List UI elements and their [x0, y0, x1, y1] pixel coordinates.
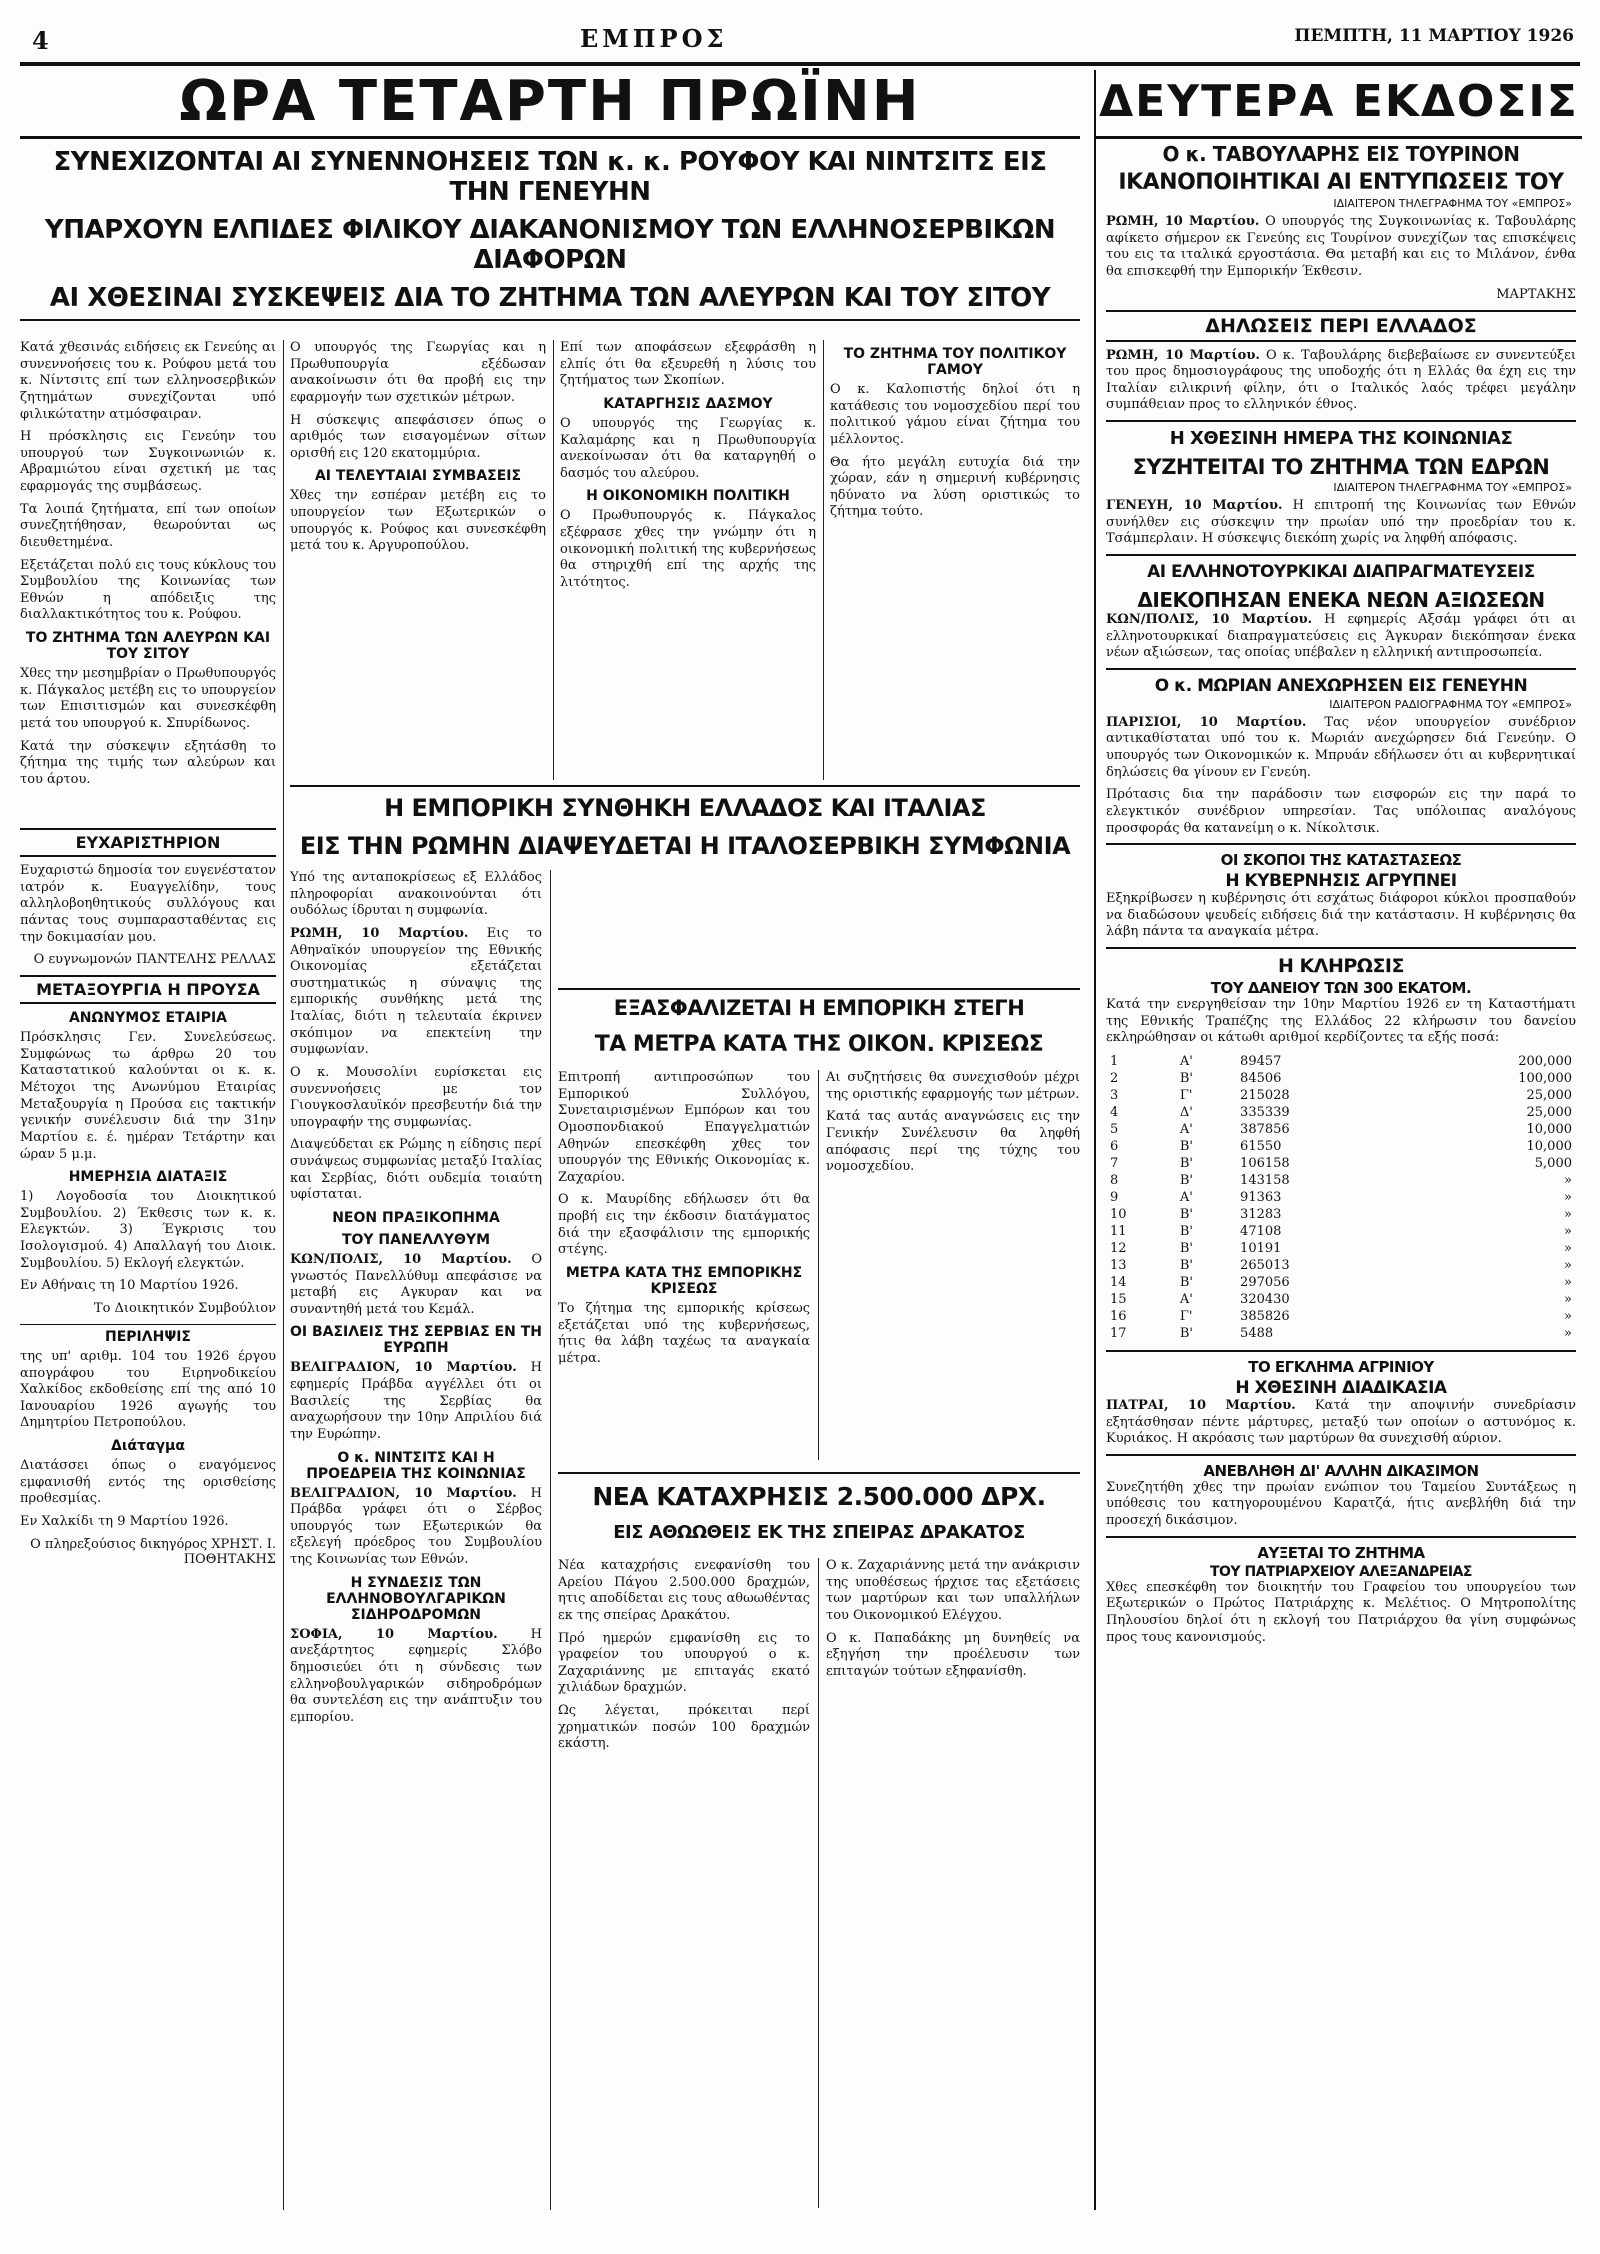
draw-cell-num: 335339 — [1240, 1104, 1290, 1120]
draw-cell-series: Β' — [1179, 1155, 1194, 1171]
right-inner — [1106, 142, 1576, 2202]
draw-cell-series: Β' — [1179, 1240, 1194, 1256]
thanks-title: ΕΥΧΑΡΙΣΤΗΡΙΟΝ — [20, 828, 276, 857]
italy-subhead-1b: ΤΟΥ ΠΑΝΕΛΛΥΘΥΜ — [341, 1231, 491, 1248]
dil-headline: ΔΗΛΩΣΕΙΣ ΠΕΡΙ ΕΛΛΑΔΟΣ — [1106, 310, 1576, 342]
loan-col-1 — [558, 1558, 810, 2208]
loan-headline-2: ΕΙΣ ΑΘΩΩΘΕΙΣ ΕΚ ΤΗΣ ΣΠΕΙΡΑΣ ΔΡΑΚΑΤΟΣ — [613, 1522, 1025, 1543]
draw-cell-series: Δ' — [1179, 1104, 1193, 1120]
draw-cell-amt: » — [1564, 1274, 1572, 1290]
left-area — [20, 70, 1080, 2210]
lead-para-11: Ο υπουργός της Γεωργίας κ. Καλαμάρης και η Πρωθυπουργία ανεκοίνωσαν ότι θα καταργηθή ο δασμός του αλεύρου. — [560, 415, 816, 481]
draw-cell-idx: 2 — [1110, 1070, 1119, 1086]
loan-para-2: Ο κ. Ζαχαριάννης μετά την ανάκρισιν της υποθέσεως ήρχισε τας εξετάσεις των μαρτύρων και των υπαλλήλων του Οικονομικού Ελέγχου. — [826, 1558, 1080, 1623]
italy-dateline-3: ΒΕΛΙΓΡΑΔΙΟΝ, 10 Μαρτίου. — [290, 1360, 517, 1376]
italy-para-5 — [290, 1360, 542, 1443]
right-area — [1094, 70, 1582, 2210]
kl-intro: Κατά την ενεργηθείσαν την 10ην Μαρτίου 1926 εν τη Καταστήματι της Εθνικής Τραπέζης της Ελλάδος 22 κλήρωσιν του δανείου εκληρώθησαν οι κάτωθι αριθμοί κερδίζοντες τα εξής ποσά: — [1106, 997, 1576, 1046]
left-lower-col — [20, 820, 276, 2210]
lead-subhead-2: ΑΙ ΤΕΛΕΥΤΑΙΑΙ ΣΥΜΒΑΣΕΙΣ — [314, 468, 522, 485]
lead-para-9: Χθες την εσπέραν μετέβη εις το υπουργείον των Εξωτερικών ο υπουργός κ. Ρούφος και συνεσκέφθη μετά του κ. Αργυροπούλου. — [290, 488, 546, 554]
draw-cell-num: 215028 — [1240, 1087, 1290, 1103]
italy-dateline-1: ΡΩΜΗ, 10 Μαρτίου. — [290, 925, 469, 941]
draw-cell-series: Γ' — [1179, 1087, 1193, 1103]
lead-headline-1: ΣΥΝΕΧΙΖΟΝΤΑΙ ΑΙ ΣΥΝΕΝΝΟΗΣΕΙΣ ΤΩΝ κ. κ. ΡΟΥΦΟΥ ΚΑΙ ΝΙΝΤΣΙΤΣ ΕΙΣ ΤΗΝ ΓΕΝΕΥΗΝ — [53, 147, 1047, 207]
draw-cell-series: Β' — [1179, 1223, 1194, 1239]
italy-text-1: Εις το Αθηναϊκόν υπουργείον της Εθνικής Οικονομίας εξετάζεται συστηματικώς η σύναψις της εμπορικής συνθήκης μετά της Ιταλίας, διότι η τελευταία έκρινεν σκόπιμον να επεκτείνη την συμφωνίαν. — [290, 925, 542, 1058]
draw-cell-amt: » — [1564, 1223, 1572, 1239]
draw-cell-num: 10191 — [1240, 1240, 1282, 1256]
italy-headline-1: Η ΕΜΠΟΡΙΚΗ ΣΥΝΘΗΚΗ ΕΛΛΑΔΟΣ ΚΑΙ ΙΤΑΛΙΑΣ — [384, 794, 986, 822]
lead-col-4 — [830, 340, 1080, 780]
draw-cell-num: 387856 — [1240, 1121, 1290, 1137]
lead-para-5: Χθες την μεσημβρίαν ο Πρωθυπουργός κ. Πάγκαλος μετέβη εις το υπουργείον των Επισιτισμών και συνεσκέφθη μετά του υπουργού κ. Σπυρίδωνος. — [20, 666, 276, 731]
draw-cell-amt: 200,000 — [1518, 1053, 1572, 1069]
draw-cell-num: 84506 — [1240, 1070, 1282, 1086]
draw-cell-idx: 8 — [1110, 1172, 1119, 1188]
thanks-body: Ευχαριστώ δημοσία τον ευγενέστατον ιατρόν κ. Ευαγγελίδην, τους αλληλοβοηθητικούς συλλόγους και πάντας τους συμπαρασταθέντας εις την δοκιμασίαν μου. — [20, 863, 276, 945]
italy-text-6: Η Πράβδα γράφει ότι ο Σέρβος υπουργός των Εξωτερικών θα εξελεγή πρόεδρος του Συμβουλίου της Κοινωνίας των Εθνών. — [290, 1485, 542, 1567]
draw-cell-num: 265013 — [1240, 1257, 1290, 1273]
draw-cell-series: Β' — [1179, 1070, 1194, 1086]
lead-para-7: Ο υπουργός της Γεωργίας και η Πρωθυπουργία εξέδωσαν ανακοίνωσιν ότι θα προβή εις την εφαρμογήν των σχετικών μέτρων. — [290, 340, 546, 405]
agenda-title: ΗΜΕΡΗΣΙΑ ΔΙΑΤΑΞΙΣ — [68, 1169, 228, 1186]
italy-para-7 — [290, 1627, 542, 1727]
lead-headline-3: ΑΙ ΧΘΕΣΙΝΑΙ ΣΥΣΚΕΨΕΙΣ ΔΙΑ ΤΟ ΖΗΤΗΜΑ ΤΩΝ ΑΛΕΥΡΩΝ ΚΑΙ ΤΟΥ ΣΙΤΟΥ — [20, 283, 1080, 321]
shelter-para-2: Ο κ. Μαυρίδης εδήλωσεν ότι θα προβή εις την έκδοσιν διατάγματος διά την εξασφάλισιν της εμπορικής στέγης. — [558, 1192, 810, 1258]
koin-credit: ΙΔΙΑΙΤΕΡΟΝ ΤΗΛΕΓΡΑΦΗΜΑ ΤΟΥ «ΕΜΠΡΟΣ» — [1333, 481, 1572, 494]
draw-cell-num: 385826 — [1240, 1308, 1290, 1324]
company-title: ΜΕΤΑΞΟΥΡΓΙΑ Η ΠΡΟΥΣΑ — [20, 975, 276, 1004]
draw-cell-idx: 5 — [1110, 1121, 1119, 1137]
lead-col-3 — [560, 340, 816, 780]
draw-cell-idx: 1 — [1110, 1053, 1119, 1069]
agr-headline-2: Η ΧΘΕΣΙΝΗ ΔΙΑΔΙΚΑΣΙΑ — [1235, 1377, 1447, 1398]
mor-para — [1106, 715, 1576, 782]
italy-para-4 — [290, 1252, 542, 1319]
draw-cell-idx: 3 — [1110, 1087, 1119, 1103]
italy-subhead-2: ΟΙ ΒΑΣΙΛΕΙΣ ΤΗΣ ΣΕΡΒΙΑΣ ΕΝ ΤΗ ΕΥΡΩΠΗ — [290, 1324, 542, 1357]
draw-row — [1106, 1206, 1576, 1223]
draw-cell-amt: » — [1564, 1189, 1572, 1205]
draw-cell-series: Β' — [1179, 1138, 1194, 1154]
draw-cell-idx: 10 — [1110, 1206, 1127, 1222]
loan-para-4: Ο κ. Παπαδάκης μη δυνηθείς να εξηγήση την προέλευσιν των επιταγών τούτων εξηφανίσθη. — [826, 1630, 1080, 1679]
lead-subhead-1: ΤΟ ΖΗΤΗΜΑ ΤΩΝ ΑΛΕΥΡΩΝ ΚΑΙ ΤΟΥ ΣΙΤΟΥ — [25, 630, 271, 662]
lead-para-2: Η πρόσκλησις εις Γενεύην του υπουργού των Συγκοινωνιών κ. Αβραμιώτου είναι σχετική με τας εφαρμογάς της συμβάσεως. — [20, 429, 276, 494]
draw-row — [1106, 1274, 1576, 1291]
draw-cell-idx: 13 — [1110, 1257, 1127, 1273]
lead-para-6: Κατά την σύσκεψιν εξητάσθη το ζήτημα της τιμής των αλεύρων και του άρτου. — [20, 738, 276, 787]
draw-cell-num: 31283 — [1240, 1206, 1282, 1222]
italy-dateline-5: ΣΟΦΙΑ, 10 Μαρτίου. — [290, 1626, 498, 1642]
italy-text-7: Η ανεξάρτητος εφημερίς Σλόβο δημοσιεύει ότι η σύνδεσις των ελληνοβουλγαρικών σιδηροδρόμων θα συντελέση εις την ανάπτυξιν του εμπορίου. — [290, 1626, 542, 1725]
italy-dateline-4: ΒΕΛΙΓΡΑΔΙΟΝ, 10 Μαρτίου. — [290, 1485, 517, 1501]
italy-dateline-2: ΚΩΝ/ΠΟΛΙΣ, 10 Μαρτίου. — [290, 1251, 512, 1267]
draw-cell-num: 91363 — [1240, 1189, 1282, 1205]
italy-subhead-3: Ο κ. ΝΙΝΤΣΙΤΣ ΚΑΙ Η ΠΡΟΕΔΡΕΙΑ ΤΗΣ ΚΟΙΝΩΝΙΑΣ — [306, 1449, 526, 1482]
tav-headline-2: ΙΚΑΝΟΠΟΙΗΤΙΚΑΙ ΑΙ ΕΝΤΥΠΩΣΕΙΣ ΤΟΥ — [1118, 170, 1564, 195]
draw-cell-amt: 100,000 — [1518, 1070, 1572, 1086]
draw-row — [1106, 1291, 1576, 1308]
draw-cell-num: 297056 — [1240, 1274, 1290, 1290]
lead-subhead-5: ΤΟ ΖΗΤΗΜΑ ΤΟΥ ΠΟΛΙΤΙΚΟΥ ΓΑΜΟΥ — [843, 346, 1067, 378]
lead-para-1: Κατά χθεσινάς ειδήσεις εκ Γενεύης αι συνεννοήσεις του κ. Ρούφου μετά του κ. Νίντσιτς επί των ελληνοσερβικών ζητημάτων συνεχίζονται υπό φιλικώτατην ατμόσφαιραν. — [20, 340, 276, 422]
lead-subhead-3: ΚΑΤΑΡΓΗΣΙΣ ΔΑΣΜΟΥ — [603, 395, 773, 412]
gt-dateline: ΚΩΝ/ΠΟΛΙΣ, 10 Μαρτίου. — [1106, 611, 1313, 627]
italy-text-4: Ο γνωστός Πανελλύθυμ απεφάσισε να μεταβή εις Αγκυραν και να συναντηθή μετά του Κεμάλ. — [290, 1251, 542, 1317]
agr-text: Κατά την αποψινήν συνεδρίασιν εξητάσθησαν πέντε μάρτυρες, μεταξύ των οποίων ο αστυνόμος κ. Κυριάκος. Η ακρόασις των μαρτύρων θα συνεχισθή αύριον. — [1106, 1397, 1576, 1447]
notice-date: Εν Χαλκίδι τη 9 Μαρτίου 1926. — [20, 1513, 229, 1529]
tav-para — [1106, 214, 1576, 281]
oik-para: Πρότασις δια την παράδοσιν των εισφορών εις την παρά το ελεγκτικόν συνέδριον υπηρεσίαν. Τας υπόλοιπας αναλόγους προσφοράς θα κατανείμη ο κ. Νίκολτσικ. — [1106, 787, 1576, 836]
edition-title: ΔΕΥΤΕΡΑ ΕΚΔΟΣΙΣ — [1096, 70, 1582, 139]
notice-body-2: Διατάσσει όπως ο εναγόμενος εμφανισθή εντός της ορισθείσης προθεσμίας. — [20, 1458, 276, 1507]
loan-headline-1: ΝΕΑ ΚΑΤΑΧΡΗΣΙΣ 2.500.000 ΔΡΧ. — [592, 1482, 1046, 1511]
draw-cell-idx: 11 — [1110, 1223, 1127, 1239]
shelter-headline-2: ΤΑ ΜΕΤΡΑ ΚΑΤΑ ΤΗΣ ΟΙΚΟΝ. ΚΡΙΣΕΩΣ — [594, 1032, 1044, 1057]
draw-row — [1106, 1155, 1576, 1172]
shelter-para-5: Κατά τας αυτάς αναγνώσεις εις την Γενικήν Συνέλευσιν θα ληφθή απόφασις περί της τύχης του νομοσχεδίου. — [826, 1109, 1080, 1175]
lead-headline-2: ΥΠΑΡΧΟΥΝ ΕΛΠΙΔΕΣ ΦΙΛΙΚΟΥ ΔΙΑΚΑΝΟΝΙΣΜΟΥ ΤΩΝ ΕΛΛΗΝΟΣΕΡΒΙΚΩΝ ΔΙΑΦΟΡΩΝ — [44, 215, 1056, 275]
notice-body: της υπ' αριθμ. 104 του 1926 έργου απογράφου του Ειρηνοδικείου Χαλκίδος εκδοθείσης επί της από 10 Ιανουαρίου 1926 αγωγής του Δημητρίου Πετροπούλου. — [20, 1348, 276, 1431]
draw-cell-idx: 14 — [1110, 1274, 1127, 1290]
draw-cell-amt: » — [1564, 1291, 1572, 1307]
tav-text: Ο υπουργός της Συγκοινωνίας κ. Ταβουλάρης αφίκετο σήμερον εκ Γενεύης εις Τουρίνον συνεχίζων τας επισκέψεις του εις τα ιταλικά εργοστάσια. Θα μεταβή και εις το Μιλάνον, ένθα θα επισκεφθή την Εμπορικήν Έκθεσιν. — [1106, 214, 1576, 279]
newspaper-page — [20, 18, 1580, 2218]
italy-intro: Υπό της ανταποκρίσεως εξ Ελλάδος πληροφορίαι ανακοινούνται ότι ουδόλως ίδρυται η συμφωνία. — [290, 870, 542, 919]
draw-cell-amt: » — [1564, 1172, 1572, 1188]
lead-subhead-4: Η ΟΙΚΟΝΟΜΙΚΗ ΠΟΛΙΤΙΚΗ — [586, 488, 790, 505]
draw-cell-series: Α' — [1179, 1053, 1193, 1069]
lead-para-4: Εξετάζεται πολύ εις τους κύκλους του Συμβουλίου της Κοινωνίας των Εθνών η απόδειξις της διαλλακτικότητος του κ. Ρούφου. — [20, 557, 276, 623]
italy-para-6 — [290, 1486, 542, 1569]
pd-headline: ΑΝΕΒΛΗΘΗ ΔΙ' ΑΛΛΗΝ ΔΙΚΑΣΙΜΟΝ — [1106, 1454, 1576, 1480]
loan-para-1: Νέα καταχρήσις ενεφανίσθη του Αρείου Πάγου 2.500.000 δραχμών, ητις αποδίδεται εις τους αθωωθέντας εκ της σπείρας Δρακάτου. — [558, 1558, 810, 1623]
draw-row — [1106, 1104, 1576, 1121]
italy-para-3: Διαψεύδεται εκ Ρώμης η είδησις περί συνάψεως συμφωνίας μεταξύ Ιταλίας και Σερβίας, διότι ουδεμία τοιαύτη υφίσταται. — [290, 1137, 542, 1203]
draw-cell-num: 47108 — [1240, 1223, 1282, 1239]
draw-cell-idx: 17 — [1110, 1325, 1127, 1341]
draw-cell-series: Α' — [1179, 1121, 1193, 1137]
draw-cell-amt: » — [1564, 1325, 1572, 1341]
issue-date: ΠΕΜΠΤΗ, 11 ΜΑΡΤΙΟΥ 1926 — [1294, 26, 1574, 46]
paper-name: ΕΜΠΡΟΣ — [580, 24, 728, 53]
draw-cell-num: 143158 — [1240, 1172, 1290, 1188]
masthead — [20, 18, 1580, 66]
draw-row — [1106, 1070, 1576, 1087]
draw-cell-amt: 25,000 — [1526, 1087, 1572, 1103]
pd-para: Συνεζητήθη χθες την πρωίαν ενώπιον του Ταμείου Συντάξεως η υπόθεσις του κατηγορουμένου Καρατζά, ήτις ανεβλήθη διά την προσεχή δικάσιμον. — [1106, 1479, 1576, 1528]
draw-cell-amt: » — [1564, 1240, 1572, 1256]
draw-cell-series: Β' — [1179, 1206, 1194, 1222]
lead-para-14: Θα ήτο μεγάλη ευτυχία διά την χώραν, εάν η σημερινή κυβέρνησις ηδύνατο να λύση οριστικώς το ζήτημα τούτο. — [830, 454, 1080, 520]
loan-para-3: Πρό ημερών εμφανίσθη εις το γραφείον του υπουργού ο κ. Ζαχαριάννης με επιταγάς εκατό χιλιάδων δραχμών. — [558, 1630, 810, 1696]
italy-col-1 — [290, 870, 542, 2200]
draw-cell-num: 5488 — [1240, 1325, 1274, 1341]
company-date: Εν Αθήναις τη 10 Μαρτίου 1926. — [20, 1278, 239, 1294]
shelter-col-2 — [826, 1070, 1080, 1460]
mor-headline: Ο κ. ΜΩΡΙΑΝ ΑΝΕΧΩΡΗΣΕΝ ΕΙΣ ΓΕΝΕΥΗΝ — [1106, 668, 1576, 696]
gt-headline-1: ΑΙ ΕΛΛΗΝΟΤΟΥΡΚΙΚΑΙ ΔΙΑΠΡΑΓΜΑΤΕΥΣΕΙΣ — [1106, 554, 1576, 582]
draw-cell-amt: 5,000 — [1534, 1155, 1572, 1171]
gt-headline-2: ΔΙΕΚΟΠΗΣΑΝ ΕΝΕΚΑ ΝΕΩΝ ΑΞΙΩΣΕΩΝ — [1137, 587, 1545, 612]
pat-para: Χθες επεσκέφθη τον διοικητήν του Γραφείου του υπουργείου των Εξωτερικών ο Πρώτος Πατριάρχης κ. Μελέτιος. Ο Μητροπολίτης Πηλουσίου δηλοί ότι η εκλογή του Πατριάρχου θα γίνη συμφώνως προς τους κανονισμούς. — [1106, 1579, 1576, 1645]
mor-text: Τας νέον υπουργείον συνέδριον αντικαθίσταται υπό του κ. Μωριάν ανεχώρησεν διά Γενεύην. Ο υπουργός των Οικονομικών κ. Μπρυάν εδήλωσεν ότι αι κυβερνητικαί δηλώσεις θα γίνουν εν Γενεύη. — [1106, 714, 1576, 780]
kl-headline-2: ΤΟΥ ΔΑΝΕΙΟΥ ΤΩΝ 300 ΕΚΑΤΟΜ. — [1210, 979, 1472, 997]
draw-row — [1106, 1087, 1576, 1104]
draw-cell-idx: 7 — [1110, 1155, 1119, 1171]
dil-dateline: ΡΩΜΗ, 10 Μαρτίου. — [1106, 347, 1260, 363]
dil-para — [1106, 348, 1576, 415]
koin-headline-1: Η ΧΘΕΣΙΝΗ ΗΜΕΡΑ ΤΗΣ ΚΟΙΝΩΝΙΑΣ — [1106, 420, 1576, 449]
draw-cell-num: 61550 — [1240, 1138, 1282, 1154]
lead-col-2 — [290, 340, 546, 780]
company-body: Πρόσκλησις Γεν. Συνελεύσεως. Συμφώνως τω άρθρω 20 του Καταστατικού καλούνται οι κ. κ. Μέτοχοι της Ανωνύμου Εταιρίας Μεταξουργία η Προύσα εις τακτικήν γενικήν συνέλευσιν διά την 31ην Μαρτίου ε. έ. ημέραν Τετάρτην και ώραν 5 μ.μ. — [20, 1030, 276, 1162]
draw-cell-num: 106158 — [1240, 1155, 1290, 1171]
agr-dateline: ΠΑΤΡΑΙ, 10 Μαρτίου. — [1106, 1397, 1296, 1413]
ag-headline-2: Η ΚΥΒΕΡΝΗΣΙΣ ΑΓΡΥΠΝΕΙ — [1225, 871, 1457, 892]
notice-title-2: Διάταγμα — [111, 1438, 185, 1454]
shelter-subhead: ΜΕΤΡΑ ΚΑΤΑ ΤΗΣ ΕΜΠΟΡΙΚΗΣ ΚΡΙΣΕΩΣ — [565, 1264, 803, 1297]
pat-headline-1: ΑΥΞΕΤΑΙ ΤΟ ΖΗΤΗΜΑ — [1106, 1536, 1576, 1562]
draw-cell-num: 89457 — [1240, 1053, 1282, 1069]
koin-para — [1106, 498, 1576, 548]
draw-cell-series: Β' — [1179, 1172, 1194, 1188]
draw-row — [1106, 1223, 1576, 1240]
shelter-para-4: Το ζήτημα της εμπορικής κρίσεως εξετάζεται υπό της κυβερνήσεως, ήτις θα λάβη ταχέως τα αναγκαία μέτρα. — [558, 1300, 810, 1366]
shelter-para-3: Αι συζητήσεις θα συνεχισθούν μέχρι της οριστικής εφαρμογής των μέτρων. — [826, 1070, 1080, 1102]
italy-headline-2: ΕΙΣ ΤΗΝ ΡΩΜΗΝ ΔΙΑΨΕΥΔΕΤΑΙ Η ΙΤΑΛΟΣΕΡΒΙΚΗ ΣΥΜΦΩΝΙΑ — [299, 832, 1071, 860]
loan-col-2 — [826, 1558, 1080, 2208]
draw-cell-idx: 6 — [1110, 1138, 1119, 1154]
banner-title: ΩΡΑ ΤΕΤΑΡΤΗ ΠΡΩΪΝΗ — [20, 70, 1080, 139]
lead-para-8: Η σύσκεψις απεφάσισεν όπως ο αριθμός των εισαγομένων σίτων ορισθή εις 120 εκατομμύρια. — [290, 412, 546, 461]
company-sign: Το Διοικητικόν Συμβούλιον — [93, 1300, 276, 1316]
draw-row — [1106, 1172, 1576, 1189]
company-subtitle: ΑΝΩΝΥΜΟΣ ΕΤΑΙΡΙΑ — [68, 1010, 228, 1027]
draw-row — [1106, 1138, 1576, 1155]
draw-cell-amt: 10,000 — [1526, 1121, 1572, 1137]
mor-dateline: ΠΑΡΙΣΙΟΙ, 10 Μαρτίου. — [1106, 714, 1307, 730]
koin-text: Η επιτροπή της Κοινωνίας των Εθνών συνήλθεν εις σύσκεψιν την πρωίαν υπό την προεδρίαν του κ. Τσάμπερλαιν. Η σύσκεψις διεκόπη χωρίς να ληφθή απόφασις. — [1106, 498, 1576, 547]
lead-para-3: Τα λοιπά ζητήματα, επί των οποίων συνεζητήθησαν, θεωρούνται ως διευθετημένα. — [20, 501, 276, 550]
lead-para-12: Ο Πρωθυπουργός κ. Πάγκαλος εξέφρασε χθες την γνώμην ότι η οικονομική πολιτική της κυβερνήσεως θα στηριχθή επί της αρχής της λιτότητος. — [560, 508, 816, 590]
koin-headline-2: ΣΥΖΗΤΕΙΤΑΙ ΤΟ ΖΗΤΗΜΑ ΤΩΝ ΕΔΡΩΝ — [1132, 455, 1550, 479]
italy-para-1 — [290, 926, 542, 1059]
draw-row — [1106, 1121, 1576, 1138]
shelter-para-1: Επιτροπή αντιπροσώπων του Εμπορικού Συλλόγου, Συνεταιρισμένων Εμπόρων και του Ομοσπονδιακού Επαγγελματιών Αθηνών επεσκέφθη χθες τον υπουργόν της Εθνικής Οικονομίας κ. Ζαχαρίου. — [558, 1070, 810, 1185]
italy-para-2: Ο κ. Μουσολίνι ευρίσκεται εις συνεννοήσεις με τον Γιουγκοσλαυϊκόν πρεσβευτήν διά την υπογραφήν της συμφωνίας. — [290, 1064, 542, 1130]
draw-row — [1106, 1308, 1576, 1325]
notice-sign: Ο πληρεξούσιος δικηγόρος ΧΡΗΣΤ. Ι. ΠΟΘΗΤΑΚΗΣ — [30, 1536, 276, 1567]
draw-cell-idx: 4 — [1110, 1104, 1119, 1120]
loan-para-5: Ως λέγεται, πρόκειται περί χρηματικών ποσών 100 δραχμών εκάστη. — [558, 1703, 810, 1752]
agr-para — [1106, 1398, 1576, 1448]
gt-text: Η εφημερίς Αξσάμ γράφει ότι αι ελληνοτουρκικαί διαπραγματεύσεις εις Άγκυραν διεκόπησαν ένεκα νέων αξιώσεων, τας οποίας υπέβαλεν η ελληνική αντιπροσωπεία. — [1106, 611, 1576, 661]
draw-row — [1106, 1257, 1576, 1274]
tav-sign: ΜΑΡΤΑΚΗΣ — [1496, 286, 1576, 302]
draw-cell-amt: 10,000 — [1526, 1138, 1572, 1154]
italy-subhead-1: ΝΕΟΝ ΠΡΑΞΙΚΟΠΗΜΑ — [332, 1209, 500, 1226]
draw-cell-series: Α' — [1179, 1291, 1193, 1307]
dil-text: Ο κ. Ταβουλάρης διεβεβαίωσε εν συνεντεύξει του προς δημοσιογράφους της υποδοχής ότι η Ελλάς θα έχη εις την Ιταλίαν ειλικρινή φίλην, ότι ο Ιταλικός λαός τρέφει μεγάλην συμπάθειαν προς το ελληνικόν έθνος. — [1106, 347, 1576, 413]
gt-para — [1106, 612, 1576, 662]
agenda-body: 1) Λογοδοσία του Διοικητικού Συμβουλίου. 2) Έκθεσις των κ. κ. Ελεγκτών. 3) Έγκρισις του Ισολογισμού. 4) Απαλλαγή του Διοικ. Συμβουλίου. 5) Εκλογή ελεγκτών. — [20, 1189, 276, 1271]
ag-headline-1: ΟΙ ΣΚΟΠΟΙ ΤΗΣ ΚΑΤΑΣΤΑΣΕΩΣ — [1106, 843, 1576, 869]
koin-dateline: ΓΕΝΕΥΗ, 10 Μαρτίου. — [1106, 498, 1283, 513]
agr-headline-1: ΤΟ ΕΓΚΛΗΜΑ ΑΓΡΙΝΙΟΥ — [1106, 1350, 1576, 1376]
lead-col-1 — [20, 340, 276, 810]
draw-cell-amt: 25,000 — [1526, 1104, 1572, 1120]
ag-para: Εξηκρίβωσεν η κυβέρνησις ότι εσχάτως διάφοροι κύκλοι προσπαθούν να διαδώσουν ψευδείς ειδήσεις διά την κατάστασιν. Η κυβέρνησις θα λάβη πάντα τα αναγκαία μέτρα. — [1106, 891, 1576, 940]
draw-row — [1106, 1325, 1576, 1342]
draw-cell-idx: 15 — [1110, 1291, 1127, 1307]
draw-cell-idx: 12 — [1110, 1240, 1127, 1256]
lead-para-13: Ο κ. Καλοπιστής δηλοί ότι η κατάθεσις του νομοσχεδίου περί του πολιτικού γάμου είναι ζήτημα του μέλλοντος. — [830, 382, 1080, 447]
italy-text-5: Η εφημερίς Πράβδα αγγέλλει ότι οι Βασιλείς της Σερβίας θα αναχωρήσουν την 10ην Απριλίου διά την Ευρώπην. — [290, 1360, 542, 1442]
mor-credit: ΙΔΙΑΙΤΕΡΟΝ ΡΑΔΙΟΓΡΑΦΗΜΑ ΤΟΥ «ΕΜΠΡΟΣ» — [1329, 697, 1572, 711]
draw-cell-amt: » — [1564, 1257, 1572, 1273]
shelter-col-1 — [558, 1070, 810, 1460]
draw-cell-idx: 16 — [1110, 1308, 1127, 1324]
lead-para-10: Επί των αποφάσεων εξεφράσθη η ελπίς ότι θα εξευρεθή η λύσις του ζητήματος των Σκοπίων. — [560, 340, 816, 389]
draw-cell-series: Α' — [1179, 1189, 1193, 1205]
thanks-sign: Ο ευγνωμονών ΠΑΝΤΕΛΗΣ ΡΕΛΛΑΣ — [33, 952, 276, 968]
draw-cell-series: Γ' — [1179, 1308, 1193, 1324]
draw-cell-amt: » — [1564, 1308, 1572, 1324]
draw-cell-idx: 9 — [1110, 1189, 1119, 1205]
kl-headline-1: Η ΚΛΗΡΩΣΙΣ — [1106, 947, 1576, 977]
tav-credit: ΙΔΙΑΙΤΕΡΟΝ ΤΗΛΕΓΡΑΦΗΜΑ ΤΟΥ «ΕΜΠΡΟΣ» — [1333, 197, 1572, 210]
page-number: 4 — [32, 26, 49, 55]
draw-row — [1106, 1240, 1576, 1257]
draw-results-table — [1106, 1053, 1576, 1342]
tav-headline-1: Ο κ. ΤΑΒΟΥΛΑΡΗΣ ΕΙΣ ΤΟΥΡΙΝΟΝ — [1162, 142, 1520, 166]
italy-subhead-4: Η ΣΥΝΔΕΣΙΣ ΤΩΝ ΕΛΛΗΝΟΒΟΥΛΓΑΡΙΚΩΝ ΣΙΔΗΡΟΔΡΟΜΩΝ — [326, 1574, 506, 1623]
notice-title: ΠΕΡΙΛΗΨΙΣ — [20, 1324, 276, 1345]
draw-cell-series: Β' — [1179, 1325, 1194, 1341]
draw-row — [1106, 1189, 1576, 1206]
draw-row — [1106, 1053, 1576, 1070]
draw-cell-num: 320430 — [1240, 1291, 1290, 1307]
tav-dateline: ΡΩΜΗ, 10 Μαρτίου. — [1106, 214, 1260, 229]
pat-headline-2: ΤΟΥ ΠΑΤΡΙΑΡΧΕΙΟΥ ΑΛΕΞΑΝΔΡΕΙΑΣ — [1209, 1563, 1472, 1580]
draw-cell-series: Β' — [1179, 1274, 1194, 1290]
draw-cell-series: Β' — [1179, 1257, 1194, 1273]
shelter-headline-1: ΕΞΑΣΦΑΛΙΖΕΤΑΙ Η ΕΜΠΟΡΙΚΗ ΣΤΕΓΗ — [613, 996, 1025, 1020]
draw-cell-amt: » — [1564, 1206, 1572, 1222]
